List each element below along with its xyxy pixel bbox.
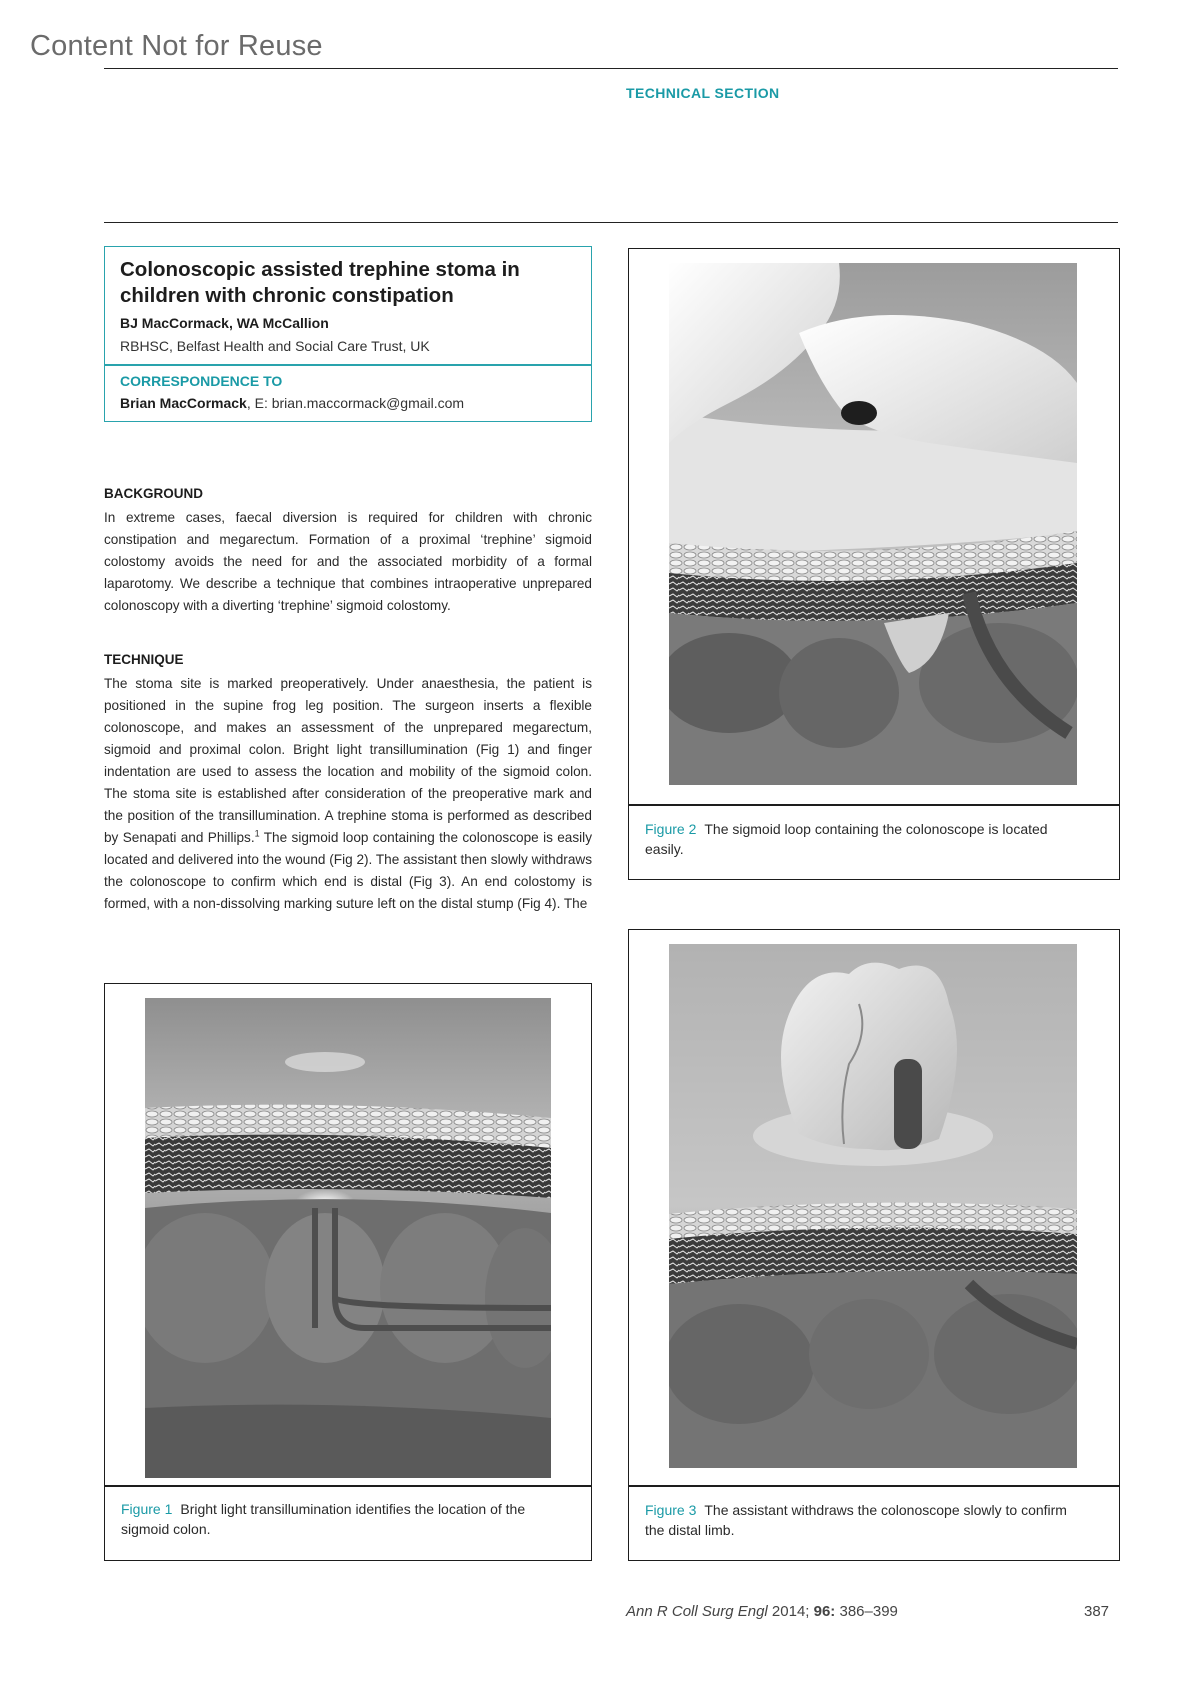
figure-1-caption [121, 1499, 565, 1539]
article-title-box [104, 246, 592, 422]
page-number: 387 [1084, 1603, 1110, 1620]
technique-text [104, 673, 592, 915]
footer-citation [626, 1603, 898, 1620]
figure-1-caption-text: Bright light transillumination identifies the location of the sigmoid colon. [121, 1501, 526, 1537]
technique-paragraph [104, 673, 592, 915]
figure-1-illustration [145, 998, 551, 1478]
correspondence-line [120, 395, 464, 411]
reference-1[interactable]: 1 [254, 828, 260, 839]
figure-1-label[interactable]: Figure 1 [121, 1501, 173, 1517]
figure-2-caption-text: The sigmoid loop containing the colonoscope is located easily. [645, 821, 1048, 857]
figure-3-caption [645, 1500, 1085, 1540]
background-heading: BACKGROUND [104, 486, 203, 501]
background-text [104, 507, 592, 617]
technique-text-part-1: The stoma site is marked preoperatively. Under anaesthesia, the patient is positioned in the supine frog leg position. The surgeon inserts a flexible colonoscope, and makes an assessment of the unprepared megarectum, sigmoid and proximal colon. Bright light transillumination (Fig 1) and finger indentation are used to assess the location and mobility of the sigmoid colon. The stoma site is established after consideration of the preoperative mark and the position of the transillumination. A trephine stoma is performed as described by Senapati and Phillips. [104, 676, 592, 845]
figure-3-caption-divider [629, 1485, 1119, 1487]
article-affiliation: RBHSC, Belfast Health and Social Care Trust, UK [120, 338, 430, 354]
header-top-rule [104, 68, 1118, 69]
figure-2-illustration [669, 263, 1077, 785]
header-bottom-rule [104, 222, 1118, 223]
figure-3-label[interactable]: Figure 3 [645, 1502, 697, 1518]
background-paragraph: In extreme cases, faecal diversion is required for children with chronic constipation and megarectum. Formation of a proximal ‘trephine’ sigmoid colostomy avoids the need for and the associated morbidity of a formal laparotomy. We describe a technique that combines intraoperative unprepared colonoscopy with a diverting ‘trephine’ sigmoid colostomy. [104, 510, 592, 613]
figure-2-caption [645, 819, 1085, 859]
figure-3-illustration [669, 944, 1077, 1468]
correspondence-email[interactable]: , E: brian.maccormack@gmail.com [246, 395, 465, 411]
footer-journal: Ann R Coll Surg Engl [626, 1603, 768, 1620]
figure-3-caption-text: The assistant withdraws the colonoscope slowly to confirm the distal limb. [645, 1502, 1067, 1538]
article-authors: BJ MacCormack, WA McCallion [120, 315, 329, 331]
figure-2-caption-divider [629, 804, 1119, 806]
technique-text-part-2: The sigmoid loop containing the colonoscope is easily located and delivered into the wound (Fig 2). The assistant then slowly withdraws the colonoscope to confirm which end is distal (Fig 3). An end colostomy is formed, with a non-dissolving marking suture left on the distal stump (Fig 4). The [104, 830, 592, 911]
footer-volume: 96: [813, 1603, 836, 1620]
figure-1-caption-divider [105, 1485, 591, 1487]
watermark: Content Not for Reuse [30, 30, 323, 62]
title-box-divider [105, 364, 591, 366]
article-title: Colonoscopic assisted trephine stoma in children with chronic constipation [120, 258, 520, 307]
figure-2 [628, 248, 1120, 880]
figure-2-label[interactable]: Figure 2 [645, 821, 697, 837]
section-label: TECHNICAL SECTION [626, 85, 780, 101]
correspondence-name: Brian MacCormack [120, 395, 247, 411]
footer-pages: 386–399 [835, 1603, 898, 1620]
figure-3 [628, 929, 1120, 1561]
technique-heading: TECHNIQUE [104, 652, 184, 667]
footer-year: 2014; [767, 1603, 814, 1620]
figure-1 [104, 983, 592, 1561]
correspondence-label: CORRESPONDENCE TO [120, 373, 283, 389]
